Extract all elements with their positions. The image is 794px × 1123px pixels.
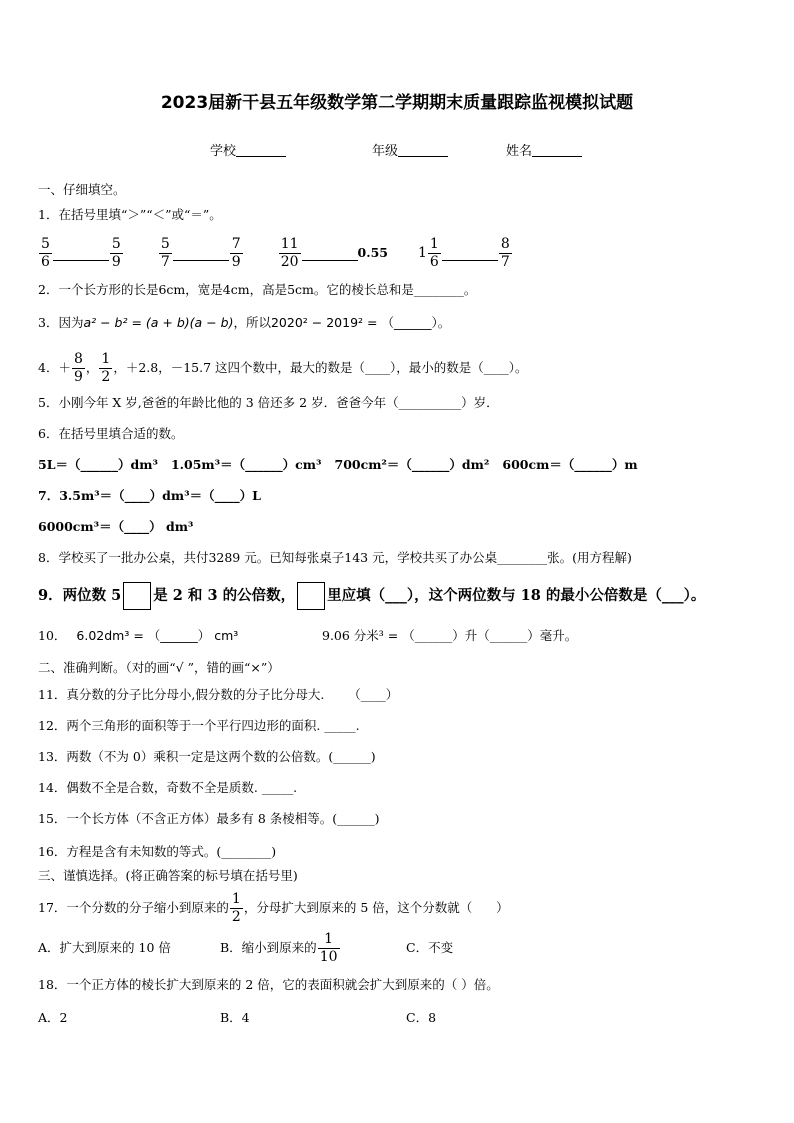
- school-field: [210, 140, 286, 159]
- option-c[interactable]: C．不变: [406, 940, 454, 955]
- answer-blank[interactable]: [442, 246, 498, 261]
- section-1-heading: 一、仔细填空。: [38, 182, 126, 197]
- school-label: 学校: [210, 144, 237, 159]
- fraction: $\frac{1}{2}$: [101, 350, 111, 385]
- fraction: $\frac{1}{10}$: [319, 930, 338, 965]
- option-b[interactable]: B．4: [220, 1010, 250, 1025]
- option-a[interactable]: A．2: [38, 1010, 68, 1025]
- question-7-line-2: 6000cm³＝（____） dm³: [38, 519, 194, 534]
- fraction: $\frac{5}{9}$: [111, 235, 121, 270]
- fraction: $\frac{7}{9}$: [231, 235, 241, 270]
- digit-box[interactable]: [297, 582, 325, 610]
- question-1: 1．在括号里填“＞”“＜”或“＝”。: [38, 207, 222, 222]
- question-7-line-1: 7．3.5m³＝（____）dm³＝（____）L: [38, 488, 261, 503]
- page-title: 2023届新干县五年级数学第二学期期末质量跟踪监视模拟试题: [160, 93, 634, 113]
- question-10: 10． 6.02dm³ = （______） cm³: [38, 628, 239, 643]
- fraction: $\frac{8}{7}$: [500, 235, 510, 270]
- school-blank[interactable]: [236, 142, 286, 157]
- fraction: $\frac{1}{6}$: [429, 235, 439, 270]
- question-12: 12．两个三角形的面积等于一个平行四边形的面积. _____.: [38, 718, 360, 733]
- question-15: 15．一个长方体（不含正方体）最多有 8 条棱相等。(______): [38, 811, 380, 826]
- question-18-options: [38, 1008, 436, 1028]
- question-5: 5．小刚今年 X 岁,爸爸的年龄比他的 3 倍还多 2 岁．爸爸今年（__________）岁．: [38, 395, 499, 410]
- question-10-part-a: 6.02dm³ = （______） cm³: [76, 628, 239, 643]
- name-blank[interactable]: [532, 142, 582, 157]
- question-17: 17．一个分数的分子缩小到原来的 $\frac{1}{2}$ ，分母扩大到原来的 5 倍，这个分数就（ ）: [38, 890, 509, 925]
- question-6: 6．在括号里填合适的数。: [38, 426, 184, 441]
- question-2: 2．一个长方形的长是6cm，宽是4cm，高是5cm。它的棱长总和是________。: [38, 282, 477, 297]
- digit-box[interactable]: [123, 582, 151, 610]
- answer-blank[interactable]: [302, 246, 358, 261]
- grade-label: 年级: [372, 144, 399, 159]
- question-17-options: [38, 930, 453, 966]
- option-b[interactable]: B．缩小到原来的 $\frac{1}{10}$: [220, 930, 338, 965]
- fraction: $\frac{5}{6}$: [41, 235, 50, 270]
- question-10-part-b: 9.06 分米³ = （______）升（______）毫升。: [322, 628, 578, 643]
- value-0-55: 0.55: [357, 245, 388, 260]
- fraction: $\frac{1}{2}$: [231, 890, 241, 925]
- name-label: 姓名: [506, 144, 533, 159]
- mixed-whole: 1: [417, 245, 427, 261]
- name-field: [506, 140, 582, 159]
- question-9: 9．两位数 5 是 2 和 3 的公倍数， 里应填（___），这个两位数与 18 的最小公倍数是（___）。: [38, 580, 705, 612]
- question-1-comparisons: [38, 232, 513, 274]
- question-18: 18．一个正方体的棱长扩大到原来的 2 倍，它的表面积就会扩大到原来的（ ）倍。: [38, 977, 499, 992]
- question-16: 16．方程是含有未知数的等式。(________): [38, 844, 277, 859]
- section-3-heading: 三、谨慎选择。(将正确答案的标号填在括号里): [38, 868, 298, 883]
- answer-blank[interactable]: [53, 246, 109, 261]
- question-11: 11．真分数的分子比分母小,假分数的分子比分母大. （____）: [38, 687, 399, 702]
- fraction: $\frac{5}{7}$: [160, 235, 170, 270]
- formula-blank: 2020² − 2019² = （______）。: [270, 315, 451, 330]
- question-14: 14．偶数不全是合数，奇数不全是质数. _____.: [38, 780, 298, 795]
- question-3: 3．因为a² − b² = (a + b)(a − b)，所以2020² − 2019² = （______）。: [38, 315, 451, 330]
- question-13: 13．两数（不为 0）乘积一定是这两个数的公倍数。(______): [38, 749, 376, 764]
- fraction: $\frac{11}{20}$: [280, 235, 299, 270]
- fraction: $\frac{8}{9}$: [73, 350, 83, 385]
- question-6-conversions: 5L＝（______）dm³ 1.05m³＝（______）cm³ 700cm²＝（______）dm² 600cm＝（______）m: [38, 457, 638, 472]
- answer-blank[interactable]: [173, 246, 229, 261]
- grade-blank[interactable]: [398, 142, 448, 157]
- question-8: 8．学校买了一批办公桌，共付3289 元。已知每张桌子143 元，学校共买了办公桌________张。(用方程解): [38, 550, 632, 565]
- grade-field: [372, 140, 448, 159]
- formula: a² − b² = (a + b)(a − b): [83, 315, 234, 330]
- option-a[interactable]: A．扩大到原来的 10 倍: [38, 940, 171, 955]
- section-2-heading: 二、准确判断。（对的画“√ ”，错的画“×”）: [38, 660, 280, 675]
- question-4: 4．＋ $\frac{8}{9}$ ， $\frac{1}{2}$ ，＋2.8，－15.7 这四个数中，最大的数是（____），最小的数是（____）。: [38, 350, 528, 385]
- option-c[interactable]: C．8: [406, 1010, 437, 1025]
